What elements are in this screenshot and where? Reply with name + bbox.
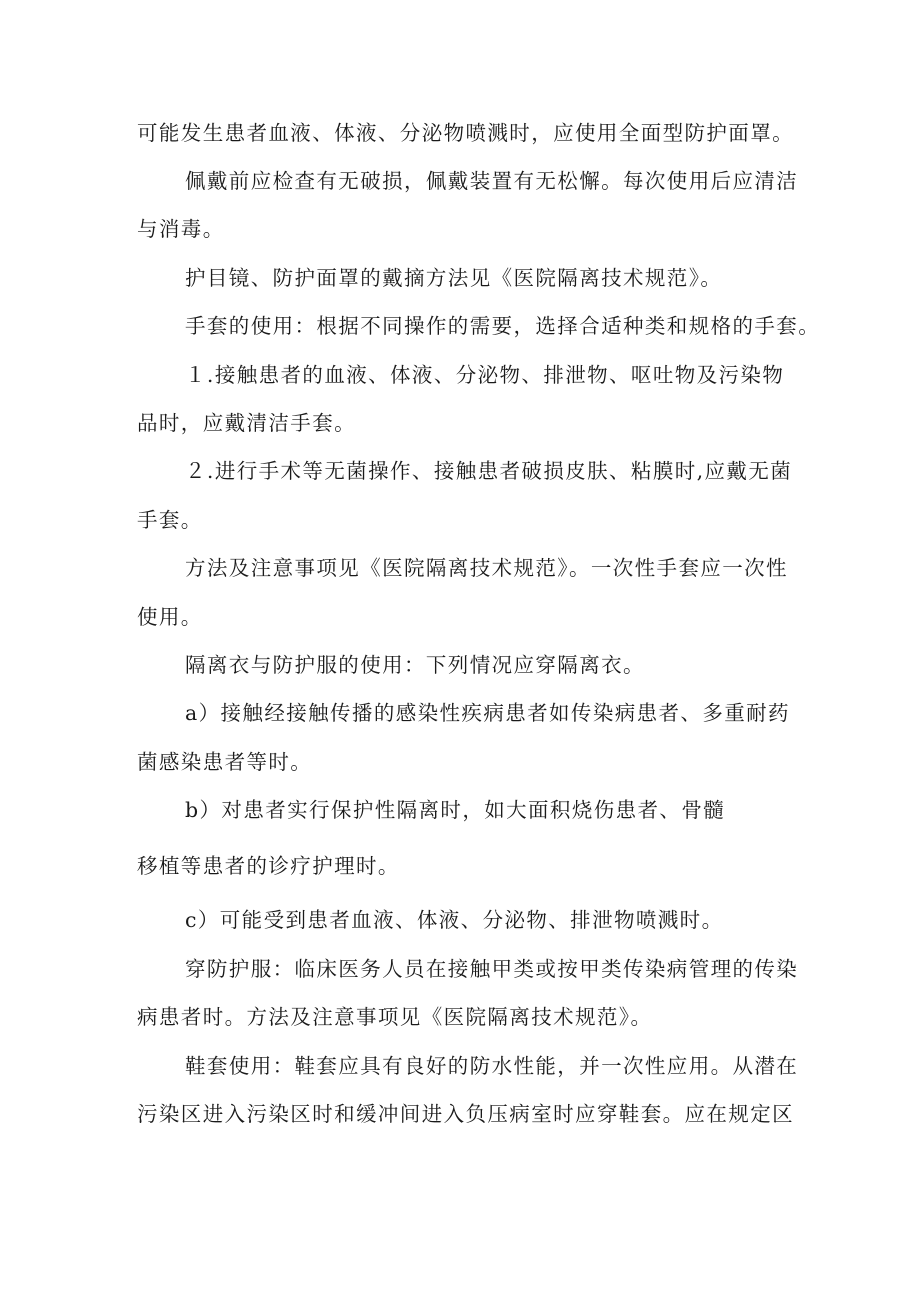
- text-line: 手套的使用：根据不同操作的需要，选择合适种类和规格的手套。: [185, 314, 821, 338]
- text-line: 可能发生患者血液、体液、分泌物喷溅时，应使用全面型防护面罩。: [137, 121, 794, 145]
- text-line: １.接触患者的血液、体液、分泌物、排泄物、呕吐物及污染物: [185, 363, 785, 387]
- text-line: 穿防护服：临床医务人员在接触甲类或按甲类传染病管理的传染: [185, 957, 799, 981]
- text-line: 菌感染患者等时。: [137, 750, 313, 774]
- text-line: 佩戴前应检查有无破损，佩戴装置有无松懈。每次使用后应清洁: [185, 169, 799, 193]
- text-line: a）接触经接触传播的感染性疾病患者如传染病患者、多重耐药: [185, 701, 790, 725]
- text-line: 鞋套使用：鞋套应具有良好的防水性能，并一次性应用。从潜在: [185, 1054, 799, 1078]
- text-line: c）可能受到患者血液、体液、分泌物、排泄物喷溅时。: [185, 908, 724, 932]
- text-line: ２.进行手术等无菌操作、接触患者破损皮肤、粘膜时,应戴无菌: [185, 459, 793, 483]
- text-line: 使用。: [137, 605, 203, 629]
- text-line: 病患者时。方法及注意事项见《医院隔离技术规范》。: [137, 1005, 653, 1029]
- text-line: 污染区进入污染区时和缓冲间进入负压病室时应穿鞋套。应在规定区: [137, 1102, 794, 1126]
- text-line: 方法及注意事项见《医院隔离技术规范》。一次性手套应一次性: [185, 556, 788, 580]
- text-line: 手套。: [137, 508, 203, 532]
- text-line: 护目镜、防护面罩的戴摘方法见《医院隔离技术规范》。: [185, 266, 723, 290]
- text-line: 品时，应戴清洁手套。: [137, 411, 356, 435]
- text-line: 隔离衣与防护服的使用：下列情况应穿隔离衣。: [185, 653, 645, 677]
- text-line: 移植等患者的诊疗护理时。: [137, 854, 400, 878]
- text-line: 与消毒。: [137, 217, 225, 241]
- text-line: b）对患者实行保护性隔离时，如大面积烧伤患者、骨髓: [185, 798, 726, 822]
